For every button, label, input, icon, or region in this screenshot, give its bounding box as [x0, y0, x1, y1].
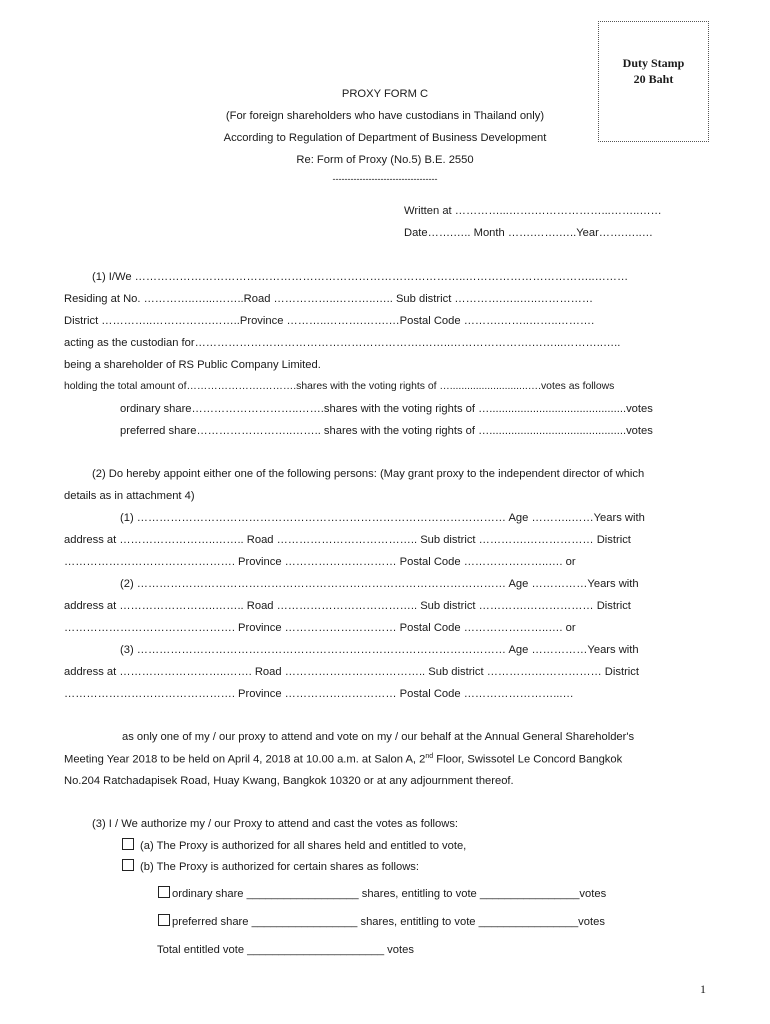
- appoint-intro-cont: details as in attachment 4): [64, 490, 195, 502]
- form-subtitle: (For foreign shareholders who have custodians in Thailand only): [225, 110, 545, 122]
- authorize-intro: (3) I / We authorize my / our Proxy to attend and cast the votes as follows:: [92, 818, 459, 830]
- proxy-2-address[interactable]: address at ……………………..…….. Road ……………………………….. Sub district ………….……………… District: [64, 600, 631, 612]
- preferred-vote-label: preferred share _________________ shares, entitling to vote ________________votes: [172, 916, 605, 928]
- proxy-1-address[interactable]: address at ……………………..…….. Road ……………………………….. Sub district ………….……………… District: [64, 534, 631, 546]
- proxy-3-province[interactable]: ………………………………………. Province ………………………… Postal Code ……………………...…: [64, 688, 574, 700]
- form-title: PROXY FORM C: [341, 88, 429, 100]
- date-field[interactable]: Date…….….. Month …….…….…..Year…….…..…: [404, 227, 653, 239]
- meeting-text-2b: Floor, Swissotel Le Concord Bangkok: [433, 753, 623, 766]
- total-shares-field[interactable]: holding the total amount of………………….……….shares with the voting rights of …...........................….votes as follows: [64, 381, 615, 392]
- ordinary-checkbox[interactable]: [158, 886, 170, 898]
- option-a-label: (a) The Proxy is authorized for all shares held and entitled to vote,: [140, 840, 467, 852]
- header-divider: -----------------------------------: [332, 174, 438, 184]
- proxy-2-province[interactable]: ………………………………………. Province ………………………… Postal Code …………………..…. or: [64, 622, 576, 634]
- shareholder-name-field[interactable]: (1) I/We ……………………………………………………………………………..……………………………..………: [92, 271, 629, 283]
- preferred-checkbox[interactable]: [158, 914, 170, 926]
- written-at-field[interactable]: Written at …………...…….………………...……..……: [404, 205, 662, 217]
- appoint-intro: (2) Do hereby appoint either one of the following persons: (May grant proxy to the independent director of which: [92, 468, 645, 480]
- meeting-text-sup: nd: [425, 753, 434, 760]
- option-b-label: (b) The Proxy is authorized for certain shares as follows:: [140, 861, 419, 873]
- option-b-checkbox[interactable]: [122, 859, 134, 871]
- proxy-2-name-age[interactable]: (2) ……………………………………………………………………………………… Age ……………Years with: [120, 578, 639, 590]
- custodian-field[interactable]: acting as the custodian for…………………………………………………….……..………………….……...………..…..: [64, 337, 621, 349]
- stamp-line-2: 20 Baht: [633, 72, 674, 86]
- residing-address-field[interactable]: Residing at No. …………..…...……..Road ……………..………..….. Sub district ………….…..…..……………: [64, 293, 594, 305]
- option-a-row[interactable]: [122, 838, 466, 852]
- district-province-field[interactable]: District …………..…………….……..Province ………..……….…….…Postal Code ……….……..……..……….: [64, 315, 595, 327]
- stamp-line-1: Duty Stamp: [622, 56, 685, 70]
- shareholder-of-line: being a shareholder of RS Public Company Limited.: [64, 359, 321, 371]
- meeting-text-2a: Meeting Year 2018 to be held on April 4, 2018 at 10.00 a.m. at Salon A, 2: [64, 753, 426, 766]
- ordinary-vote-row[interactable]: [158, 886, 606, 900]
- option-b-row[interactable]: [122, 859, 419, 873]
- proxy-1-name-age[interactable]: (1) ……………………………………………………………………………………… Age ………..……Years with: [120, 512, 645, 524]
- proxy-3-name-age[interactable]: (3) ……………………………………………………………………………………… Age ……………Years with: [120, 644, 639, 656]
- ordinary-vote-label: ordinary share __________________ shares, entitling to vote ________________votes: [172, 888, 607, 900]
- total-vote-field[interactable]: Total entitled vote ______________________ votes: [157, 944, 414, 956]
- meeting-text-2: [64, 753, 622, 766]
- proxy-3-address[interactable]: address at ………………………..……. Road ……………………………….. Sub district ………….……………… District: [64, 666, 639, 678]
- meeting-text-1: as only one of my / our proxy to attend and vote on my / our behalf at the Annual General Shareholder's: [122, 731, 635, 743]
- meeting-text-3: No.204 Ratchadapisek Road, Huay Kwang, Bangkok 10320 or at any adjournment thereof.: [64, 775, 514, 787]
- duty-stamp-box: [598, 21, 709, 142]
- regulation-line: According to Regulation of Department of Business Development: [223, 132, 547, 144]
- preferred-vote-row[interactable]: [158, 914, 605, 928]
- proxy-1-province[interactable]: ………………………………………. Province ………………………… Postal Code …………………..…. or: [64, 556, 576, 568]
- option-a-checkbox[interactable]: [122, 838, 134, 850]
- preferred-share-field[interactable]: preferred share……………………..…….. shares with the voting rights of …............................................votes: [120, 425, 653, 437]
- page-number: 1: [700, 982, 706, 996]
- reference-line: Re: Form of Proxy (No.5) B.E. 2550: [296, 154, 474, 166]
- ordinary-share-field[interactable]: ordinary share………………………..…….shares with the voting rights of …............................................votes: [120, 403, 653, 415]
